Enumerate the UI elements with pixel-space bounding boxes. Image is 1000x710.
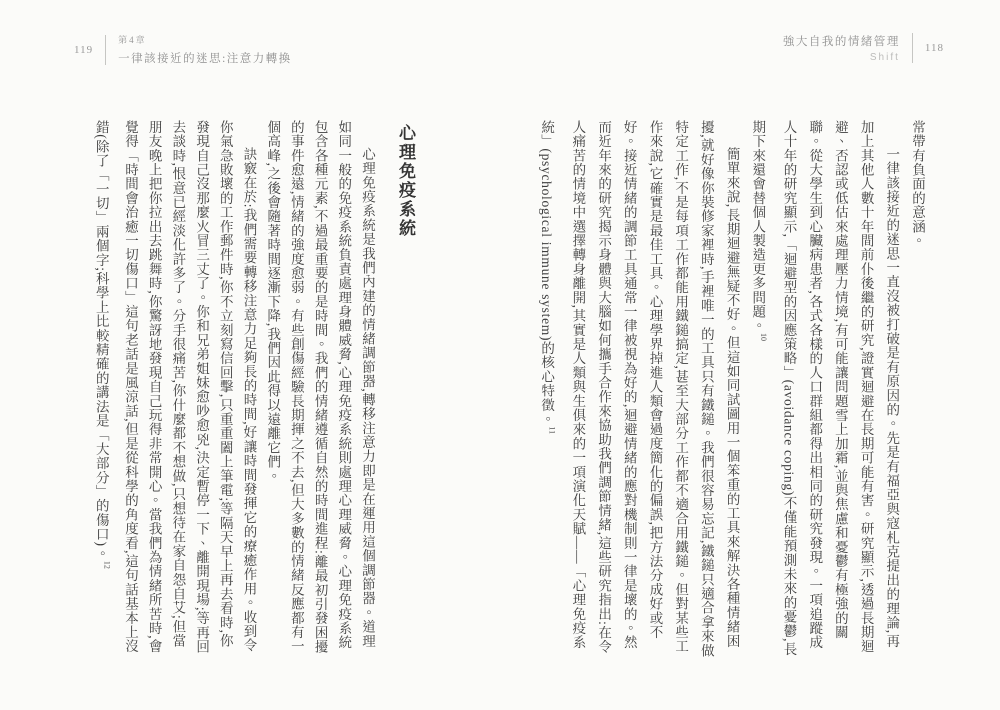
header-divider-right	[912, 33, 913, 63]
paragraph	[533, 120, 744, 660]
chapter-label: 第4章	[118, 35, 147, 45]
paragraph-text: 簡單來說,長期迴避無疑不好。但這如同試圖用一個笨重的工具來解決各種情緒困擾,就好像你裝修家裡時,手裡唯一的工具只有鐵鎚。我們很容易忘記,鐵鎚只適合拿來做特定工作,不是每項工作都能用鐵鎚搞定,甚至大部分工作都不適合用鐵鎚。但對某些工作來說,它確實是最佳工具。心理學界掉進人類會過度簡化的偏誤,把方法分成好或不好。接近情緒的調節工具通常一律被視為好的,迴避情緒的應對機制則一律是壞的。然而近年來的研究揭示身體與大腦如何攜手合作來協助我們調節情緒,這些研究指出:在令人痛苦的情境中選擇轉身離開,其實是人類與生俱來的一項演化天賦——「心理免疫系統」(psychological immune system)的核心特徵。	[539, 120, 740, 658]
running-subtitle-right: Shift	[869, 52, 900, 63]
footnote-ref: 10	[758, 333, 768, 341]
running-title-left: 一律該接近的迷思:注意力轉換	[118, 53, 292, 65]
left-page-header	[74, 33, 292, 66]
paragraph-text: 心理免疫系統是我們內建的情緒調節器,轉移注意力即是在運用這個調節器。道理如同一般的免疫系統負責處理身體威脅,心理免疫系統則處理心理威脅。心理免疫系統包含各種元素,不過最重要的是時間。我們的情緒遵循自然的時間進程:離最初引發困擾的事件愈遠,情緒的強度愈弱。有些創傷經驗長期揮之不去,但大多數的情緒反應都有一個高峰,之後會隨著時間逐漸下降,我們因此得以遠離它們。	[265, 120, 375, 654]
running-title-right: 強大自我的情緒管理	[782, 36, 900, 48]
right-running-title-block	[783, 33, 900, 63]
paragraph	[904, 120, 930, 660]
footnote-ref: 12	[102, 560, 112, 569]
paragraph	[89, 120, 260, 660]
paragraph-text: 訣竅在於:我們需要轉移注意力足夠長的時間,好讓時間發揮它的療癒作用。收到令你氣急敗壞的工作郵件時,你不立刻寫信回擊,只重重闔上筆電;等隔天早上再去看時,你發現自己沒那麼火冒三丈了。你和兄弟姐妹愈吵愈兇,決定暫停一下、離開現場;等再回去談時,恨意已經淡化許多了。分手很痛苦,你什麼都不想做,只想待在家自怨自艾;但當朋友晚上把你拉出去跳舞時,你驚訝地發現自己玩得非常開心。當我們為情緒所苦時,會覺得「時間會治癒一切傷口」這句老話是風涼話,但是從科學的角度看,這句話基本上沒錯(除了「一切」兩個字;科學上比較精確的講法是「大部分」的傷口)。	[93, 120, 257, 654]
right-page-body	[539, 120, 930, 660]
footnote-ref: 11	[547, 426, 557, 435]
page-number-left: 119	[74, 43, 94, 56]
right-page-header	[783, 33, 944, 63]
paragraph-text: 常帶有負面的意涵。	[910, 120, 925, 248]
paragraph	[745, 120, 905, 660]
left-running-title-block	[118, 33, 292, 66]
paragraph-text: 一律該接近的迷思一直沒被打破是有原因的。先是有福亞與寇札克提出的理論,再加上其他人數十年間前仆後繼的研究,證實迴避在長期可能有害。研究顯示,透過長期迴避、否認或低估來處理壓力情境,有可能讓問題雪上加霜,並與焦慮和憂鬱有極強的關聯。從大學生到心臟病患者,各式各樣的人口群組都得出相同的研究發現。一項追蹤成人十年的研究顯示,「迴避型的因應策略」(avoidance coping)不僅能預測未來的憂鬱,長期下來還會替個人製造更多問題。	[750, 120, 900, 657]
left-page-body	[71, 120, 423, 660]
header-divider-left	[105, 35, 106, 65]
section-title: 心理免疫系統	[396, 124, 415, 238]
page-number-right: 118	[924, 42, 944, 54]
paragraph	[260, 120, 379, 660]
